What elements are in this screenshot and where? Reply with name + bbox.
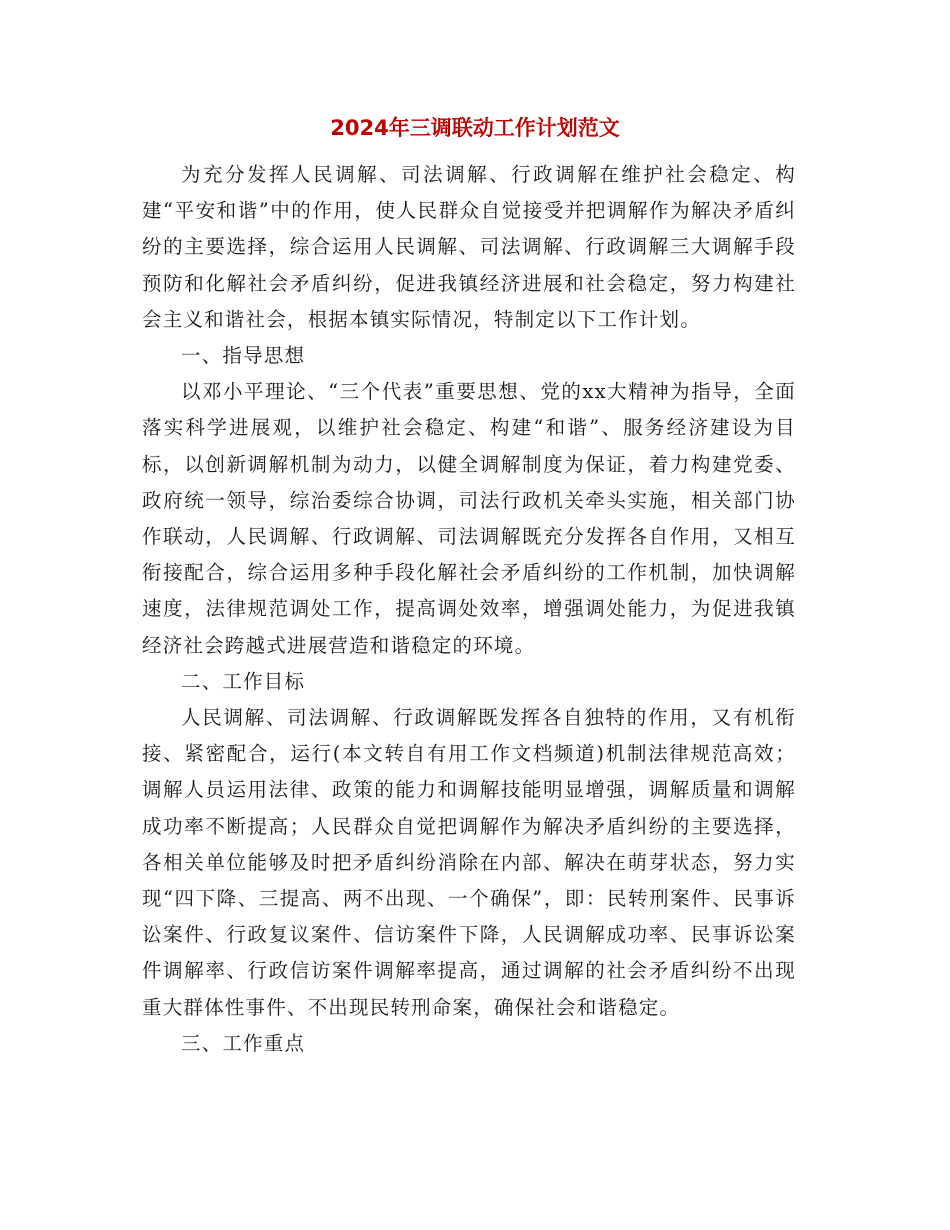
- section-heading-work-goals: 二、工作目标: [181, 669, 306, 693]
- work-goals-paragraph: 人民调解、司法调解、行政调解既发挥各自独特的作用，又有机衔接、紧密配合，运行(本文转自有用工作文档频道)机制法律规范高效；调解人员运用法律、政策的能力和调解技能明显增强，调解质量和调解成功率不断提高；人民群众自觉把调解作为解决矛盾纠纷的主要选择，各相关单位能够及时把矛盾纠纷消除在内部、解决在萌芽状态，努力实现“四下降、三提高、两不出现、一个确保”，即：民转刑案件、民事诉讼案件、行政复议案件、信访案件下降，人民调解成功率、民事诉讼案件调解率、行政信访案件调解率提高，通过调解的社会矛盾纠纷不出现重大群体性事件、不出现民转刑命案，确保社会和谐稳定。: [142, 706, 796, 1019]
- section-heading-guiding-ideology: 一、指导思想: [181, 344, 306, 368]
- document-body: [142, 157, 796, 1062]
- guiding-ideology-paragraph: 以邓小平理论、“三个代表”重要思想、党的xx大精神为指导，全面落实科学进展观，以维护社会稳定、构建“和谐”、服务经济建设为目标，以创新调解机制为动力，以健全调解制度为保证，着力构建党委、政府统一领导，综治委综合协调，司法行政机关牵头实施，相关部门协作联动，人民调解、行政调解、司法调解既充分发挥各自作用，又相互衔接配合，综合运用多种手段化解社会矛盾纠纷的工作机制，加快调解速度，法律规范调处工作，提高调处效率，增强调处能力，为促进我镇经济社会跨越式进展营造和谐稳定的环境。: [142, 380, 796, 657]
- document-title: 2024年三调联动工作计划范文: [330, 116, 620, 140]
- section-heading-work-focus: 三、工作重点: [181, 1031, 306, 1055]
- intro-paragraph: 为充分发挥人民调解、司法调解、行政调解在维护社会稳定、构建“平安和谐”中的作用，使人民群众自觉接受并把调解作为解决矛盾纠纷的主要选择，综合运用人民调解、司法调解、行政调解三大调解手段预防和化解社会矛盾纠纷，促进我镇经济进展和社会稳定，努力构建社会主义和谐社会，根据本镇实际情况，特制定以下工作计划。: [142, 163, 796, 331]
